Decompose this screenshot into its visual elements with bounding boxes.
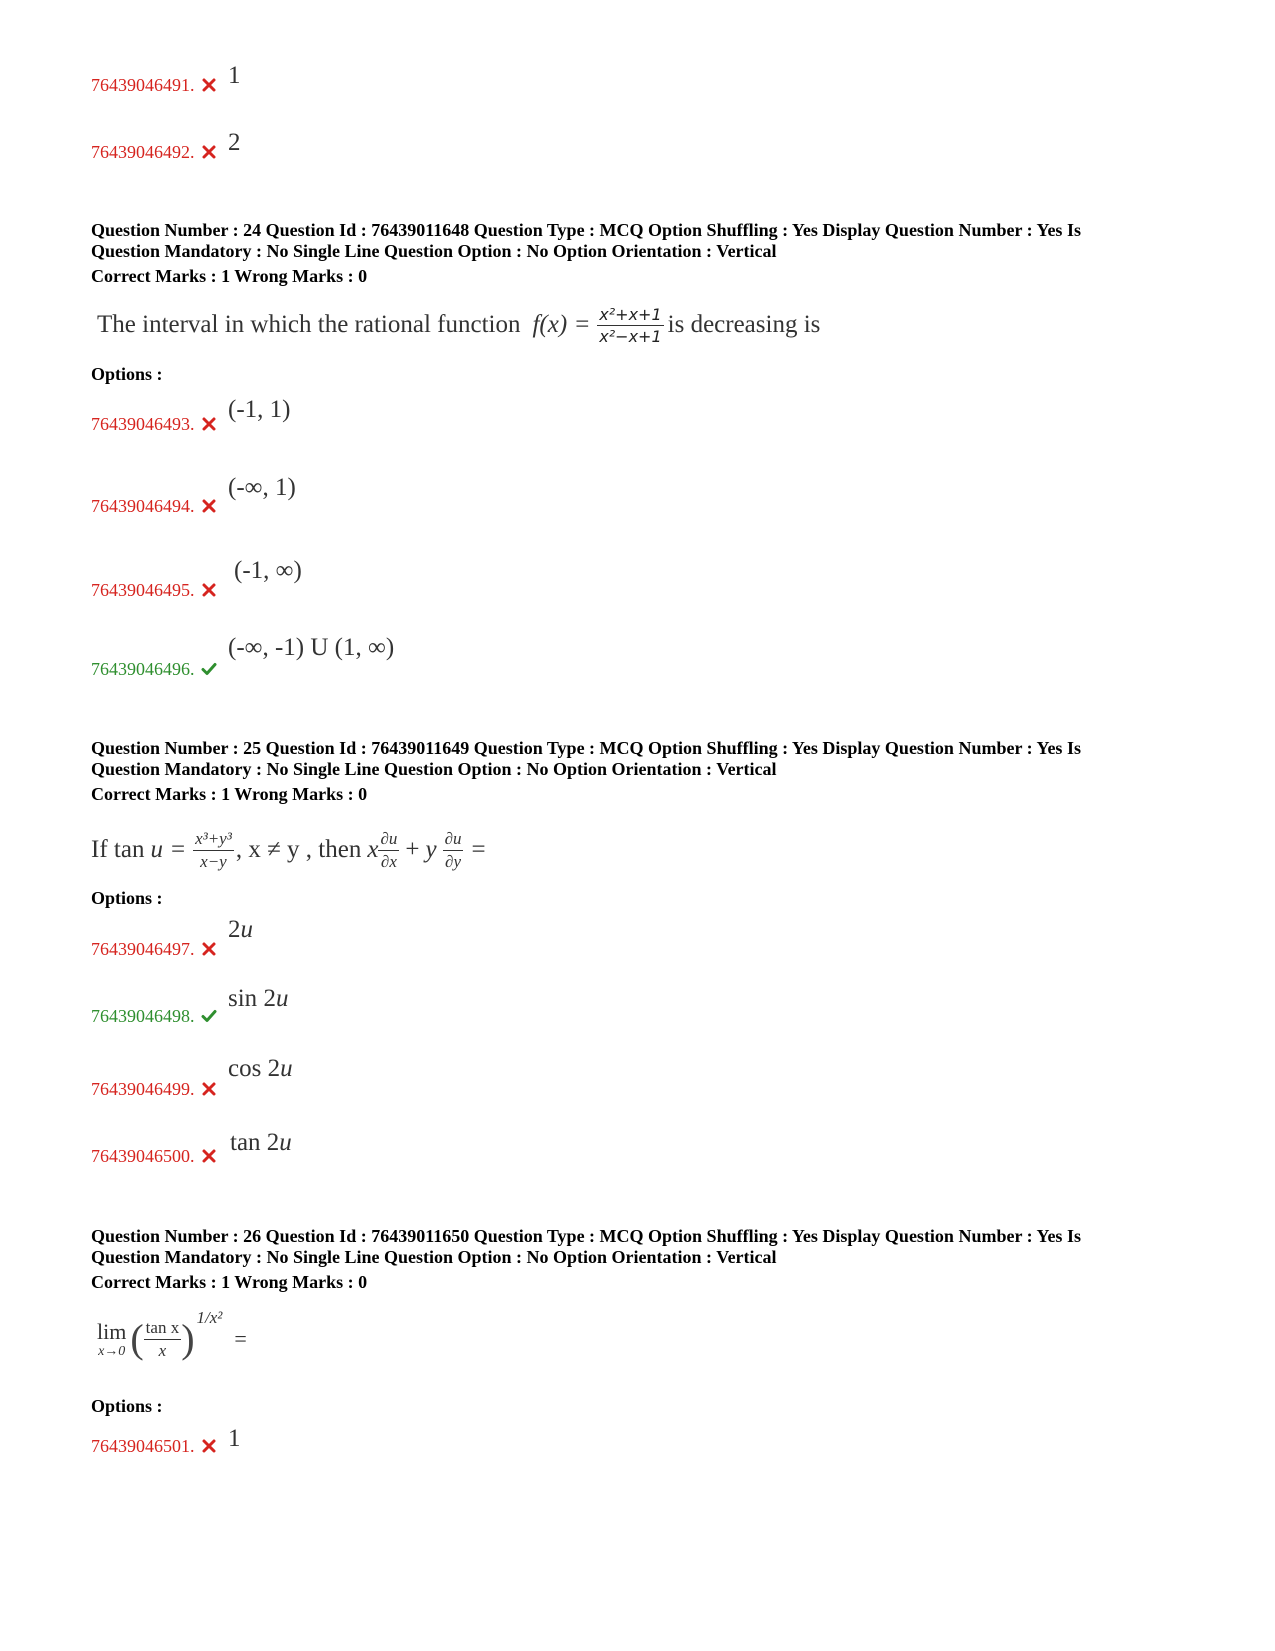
cross-mark-icon xyxy=(201,582,217,598)
cross-mark-icon xyxy=(201,1081,217,1097)
option-id: 76439046497. xyxy=(91,939,217,959)
cross-mark-icon xyxy=(201,1438,217,1454)
option-id: 76439046494. xyxy=(91,496,217,516)
cross-mark-icon xyxy=(201,416,217,432)
question-meta: Question Number : 25 Question Id : 76439011649 Question Type : MCQ Option Shuffling : Yes Display Question Number : Yes Is xyxy=(91,738,1081,758)
question-meta: Question Number : 24 Question Id : 76439011648 Question Type : MCQ Option Shuffling : Yes Display Question Number : Yes Is xyxy=(91,220,1081,240)
option-text: 2 xyxy=(228,129,241,156)
check-mark-icon xyxy=(201,1008,217,1024)
option-id: 76439046493. xyxy=(91,414,217,434)
cross-mark-icon xyxy=(201,1148,217,1164)
option-text: (-1, ∞) xyxy=(234,557,302,584)
option-text: (-∞, 1) xyxy=(228,474,296,501)
cross-mark-icon xyxy=(201,498,217,514)
cross-mark-icon xyxy=(201,941,217,957)
option-id: 76439046498. xyxy=(91,1006,217,1026)
option-id: 76439046499. xyxy=(91,1079,217,1099)
question-meta: Question Mandatory : No Single Line Question Option : No Option Orientation : Vertical xyxy=(91,759,777,779)
option-id: 76439046496. xyxy=(91,659,217,679)
question-marks: Correct Marks : 1 Wrong Marks : 0 xyxy=(91,1272,368,1292)
option-text: 1 xyxy=(228,62,241,89)
option-text: (-∞, -1) U (1, ∞) xyxy=(228,634,395,661)
question-meta: Question Mandatory : No Single Line Question Option : No Option Orientation : Vertical xyxy=(91,1247,777,1267)
question-marks: Correct Marks : 1 Wrong Marks : 0 xyxy=(91,266,368,286)
option-id: 76439046501. xyxy=(91,1436,217,1456)
option-text: (-1, 1) xyxy=(228,396,291,423)
question-text: If tan u = $\frac{\text{x³+y³}}{x-y}$ , x ≠ y , then x $\frac{\partial u}{\partial x}$ + y $\frac{\partial u}{\partial y}$ = xyxy=(91,828,486,871)
option-text: cos 2u xyxy=(228,1055,293,1082)
options-label: Options : xyxy=(91,1396,163,1416)
option-text: sin 2u xyxy=(228,985,289,1012)
check-mark-icon xyxy=(201,661,217,677)
option-id: 76439046491. xyxy=(91,75,217,95)
question-meta: Question Mandatory : No Single Line Question Option : No Option Orientation : Vertical xyxy=(91,241,777,261)
option-text: 1 xyxy=(228,1425,241,1452)
option-id: 76439046495. xyxy=(91,580,217,600)
option-id: 76439046500. xyxy=(91,1146,217,1166)
option-id: 76439046492. xyxy=(91,142,217,162)
question-meta: Question Number : 26 Question Id : 76439011650 Question Type : MCQ Option Shuffling : Yes Display Question Number : Yes Is xyxy=(91,1226,1081,1246)
cross-mark-icon xyxy=(201,144,217,160)
question-text: lim x→0 ( $\frac{\text{tan x}}{x}$ ) 1/x² = xyxy=(97,1308,247,1361)
question-marks: Correct Marks : 1 Wrong Marks : 0 xyxy=(91,784,368,804)
options-label: Options : xyxy=(91,364,163,384)
cross-mark-icon xyxy=(201,77,217,93)
option-text: 2u xyxy=(228,916,253,943)
options-label: Options : xyxy=(91,888,163,908)
question-text: The interval in which the rational function f(x) = $\frac{\text{x²+x+1}}{\text{x²−x+1}}$ is decreasing is xyxy=(97,304,821,346)
option-text: tan 2u xyxy=(230,1129,292,1156)
